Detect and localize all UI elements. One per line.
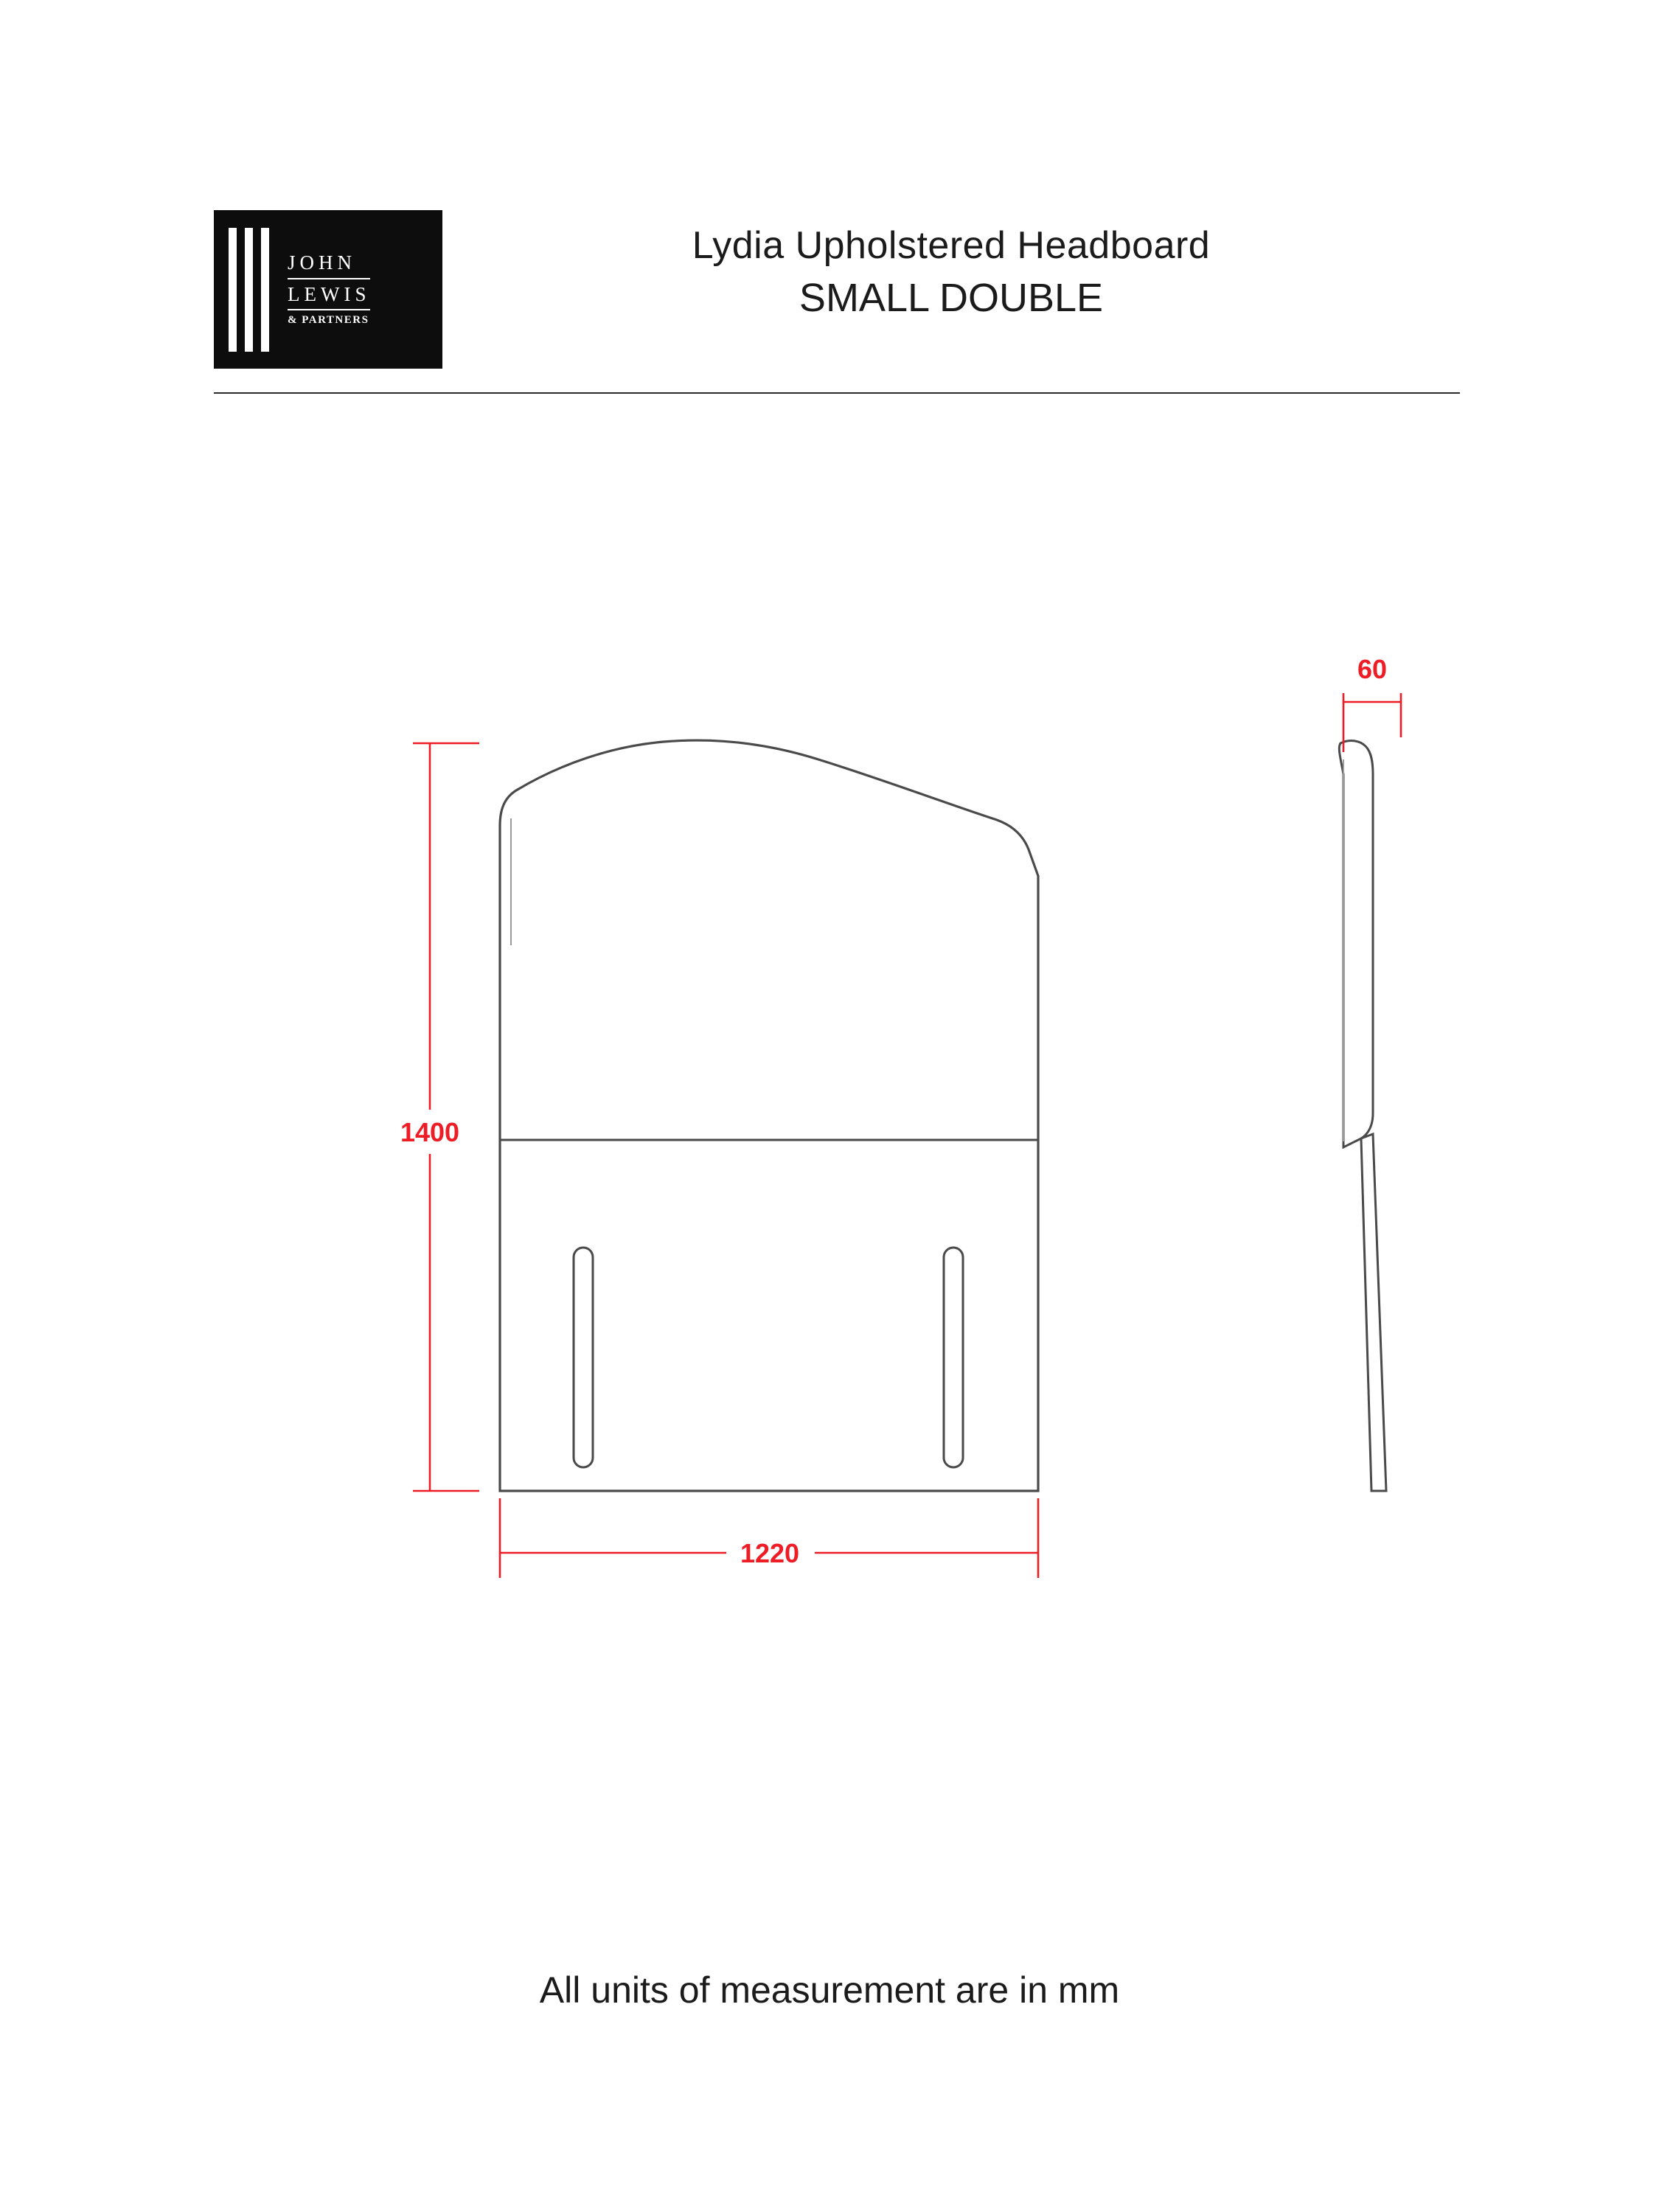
side-profile-leg bbox=[1361, 1134, 1386, 1491]
left-strut-slot bbox=[574, 1248, 593, 1467]
depth-dimension-label: 60 bbox=[1357, 654, 1388, 684]
brand-name-line3: & PARTNERS bbox=[288, 313, 369, 326]
brand-name-line1: JOHN bbox=[288, 251, 357, 274]
height-dimension-label: 1400 bbox=[400, 1117, 460, 1147]
brand-name-line2: LEWIS bbox=[288, 278, 370, 310]
units-note: All units of measurement are in mm bbox=[539, 1969, 1120, 2011]
dimension-depth bbox=[1343, 654, 1401, 752]
width-dimension-label: 1220 bbox=[740, 1538, 800, 1568]
size-title: SMALL DOUBLE bbox=[799, 276, 1104, 320]
dimension-width bbox=[500, 1498, 1038, 1578]
right-strut-slot bbox=[944, 1248, 963, 1467]
side-profile-upper bbox=[1339, 741, 1373, 1147]
front-elevation-view bbox=[500, 740, 1038, 1491]
dimension-height bbox=[400, 743, 479, 1491]
product-title: Lydia Upholstered Headboard bbox=[692, 224, 1211, 267]
side-elevation-view bbox=[1339, 741, 1386, 1491]
